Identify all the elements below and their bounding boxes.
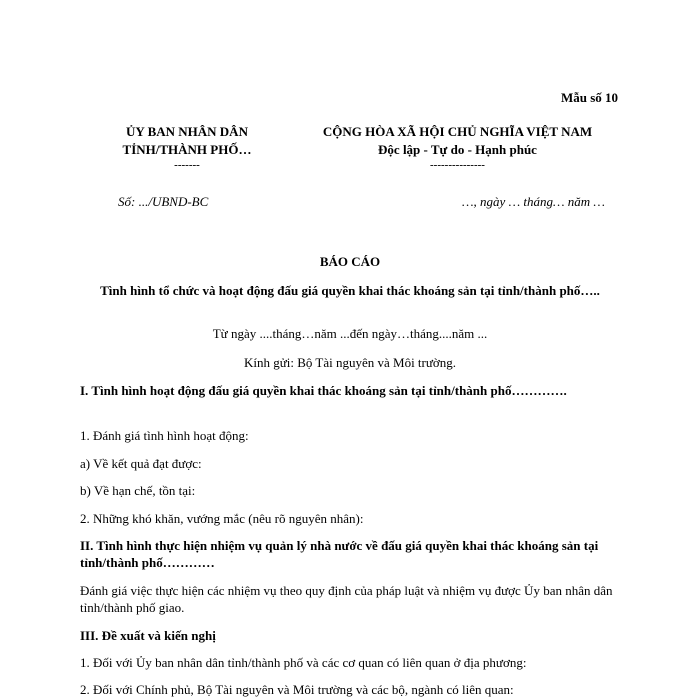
section-1-item-1a: a) Về kết quả đạt được: — [80, 456, 202, 471]
date-line: …, ngày … tháng… năm … — [461, 194, 605, 209]
national-heading-rule: --------------- — [430, 159, 485, 171]
report-subtitle: Tình hình tổ chức và hoạt động đấu giá quyền khai thác khoáng sản tại tỉnh/thành phố….. — [100, 283, 600, 298]
section-1-item-1b: b) Về hạn chế, tồn tại: — [80, 483, 196, 498]
section-1-heading: I. Tình hình hoạt động đấu giá quyền khai thác khoáng sản tại tỉnh/thành phố…………. — [80, 383, 567, 398]
form-number: Mẫu số 10 — [560, 90, 618, 105]
national-heading-line1: CỘNG HÒA XÃ HỘI CHỦ NGHĨA VIỆT NAM — [322, 124, 593, 139]
section-1-item-1: 1. Đánh giá tình hình hoạt động: — [80, 428, 249, 443]
issuing-authority — [92, 123, 282, 171]
document-number: Số: .../UBND-BC — [118, 194, 209, 209]
report-title: BÁO CÁO — [319, 254, 381, 269]
authority-line2: TỈNH/THÀNH PHỐ… — [122, 142, 252, 157]
report-period: Từ ngày ....tháng…năm ...đến ngày…tháng....năm ... — [212, 326, 488, 341]
section-3-heading: III. Đề xuất và kiến nghị — [80, 628, 216, 643]
recipient-line: Kính gửi: Bộ Tài nguyên và Môi trường. — [243, 355, 457, 370]
authority-rule: ------- — [174, 159, 200, 171]
national-motto: Độc lập - Tự do - Hạnh phúc — [378, 142, 537, 157]
section-1-item-2: 2. Những khó khăn, vướng mắc (nêu rõ nguyên nhân): — [80, 511, 364, 526]
section-3-item-2: 2. Đối với Chính phủ, Bộ Tài nguyên và Môi trường và các bộ, ngành có liên quan: — [80, 682, 514, 697]
section-2-body: Đánh giá việc thực hiện các nhiệm vụ theo quy định của pháp luật và nhiệm vụ được Ủy ban nhân dân tỉnh/thành phố giao. — [80, 583, 613, 615]
section-3-item-1: 1. Đối với Ủy ban nhân dân tỉnh/thành phố và các cơ quan có liên quan ở địa phương: — [80, 655, 527, 670]
authority-line1: ỦY BAN NHÂN DÂN — [126, 124, 248, 139]
national-heading — [280, 123, 635, 171]
section-2-heading: II. Tình hình thực hiện nhiệm vụ quản lý nhà nước về đấu giá quyền khai thác khoáng sản tại tỉnh/thành phố………… — [80, 538, 599, 570]
